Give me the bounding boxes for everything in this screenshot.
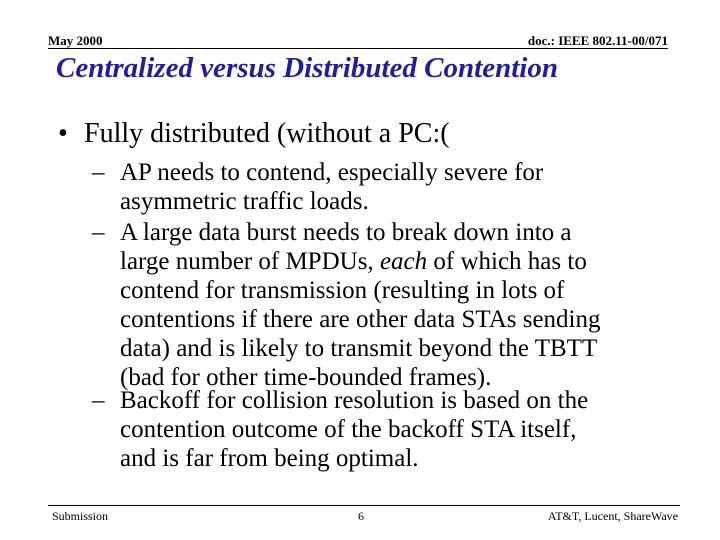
footer-submission: Submission (52, 509, 109, 523)
header-date: May 2000 (48, 33, 103, 48)
subitem-marker: – (92, 159, 105, 186)
subitem-line: contentions if there are other data STAs sending (120, 306, 601, 333)
subitem-line: Backoff for collision resolution is based on the (120, 387, 589, 414)
subitem-line: contention outcome of the backoff STA itself, (120, 416, 577, 443)
bullet-text: Fully distributed (without a PC:( (84, 118, 450, 149)
emphasis-each: each (379, 248, 428, 275)
subitem-line: AP needs to contend, especially severe for (120, 159, 544, 186)
subitem-line: contend for transmission (resulting in lots of (120, 277, 565, 304)
bullet-item (58, 118, 450, 150)
header-divider (48, 48, 668, 49)
subitem-marker: – (92, 387, 105, 414)
footer-divider (48, 505, 680, 506)
subitem-text: of which has to (433, 248, 587, 275)
bullet-marker: • (58, 118, 68, 149)
subitem-line: A large data burst needs to break down into a (120, 219, 572, 246)
subitem-marker: – (92, 219, 105, 246)
subitem-data-burst (92, 218, 682, 392)
footer-page-number: 6 (358, 509, 364, 523)
subitem-line: (bad for other time-bounded frames). (120, 364, 492, 391)
footer-affiliations: AT&T, Lucent, ShareWave (547, 509, 678, 523)
header-doc-id: doc.: IEEE 802.11-00/071 (527, 33, 668, 48)
subitem-ap-contend (92, 158, 682, 216)
subitem-text: large number of MPDUs, (120, 248, 374, 275)
subitem-backoff (92, 386, 682, 473)
subitem-line: and is far from being optimal. (120, 445, 419, 472)
subitem-line-emphasis (92, 247, 682, 276)
subitem-line: data) and is likely to transmit beyond the TBTT (120, 335, 598, 362)
slide-title: Centralized versus Distributed Contention (56, 52, 558, 84)
subitem-line: asymmetric traffic loads. (120, 188, 369, 215)
